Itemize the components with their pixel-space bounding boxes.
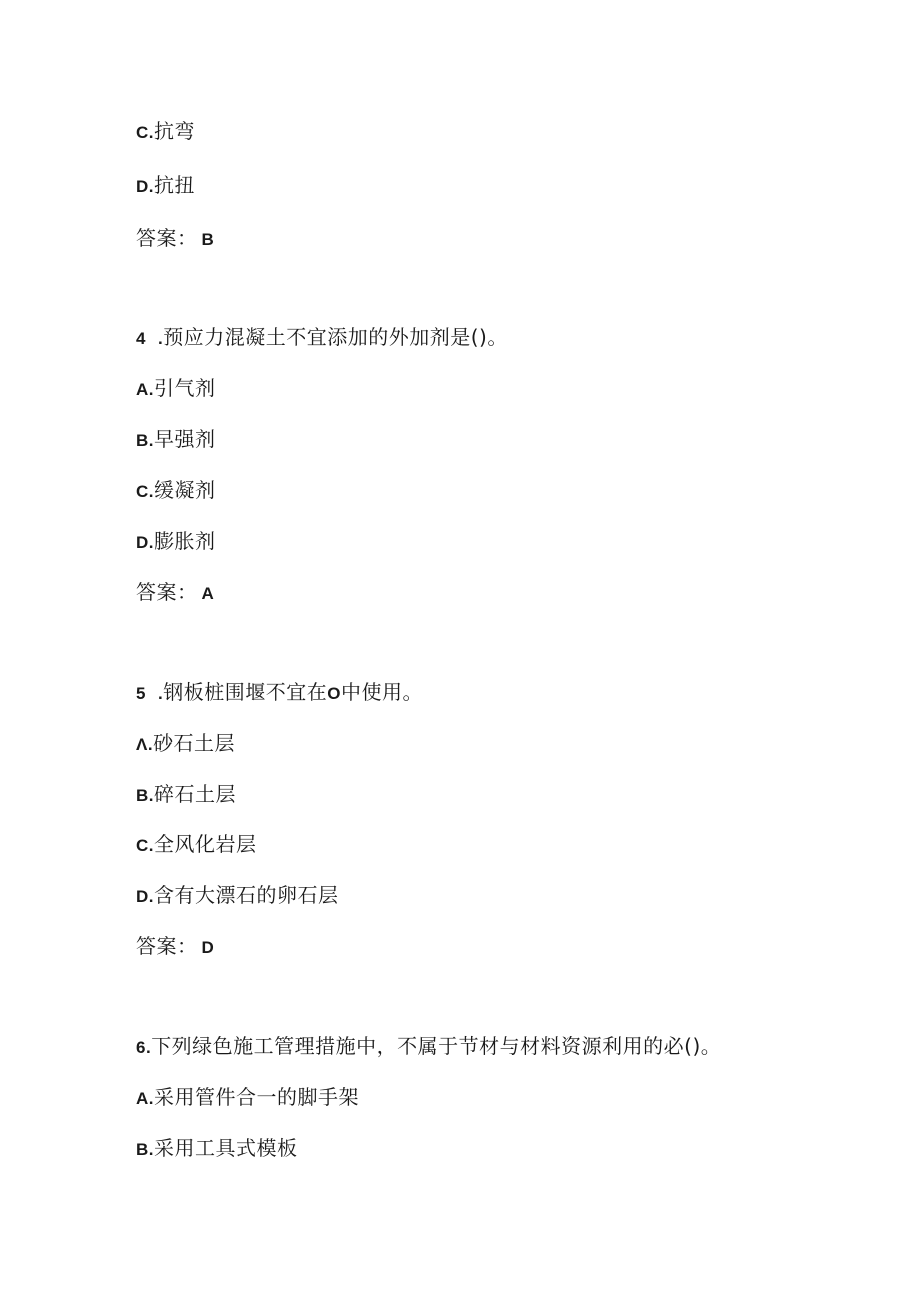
answer-value: A (201, 584, 215, 603)
option-text: 碎石土层 (154, 782, 236, 806)
option-label: D. (136, 887, 154, 906)
q4-answer (136, 579, 214, 607)
option-text: 缓凝剂 (154, 478, 216, 502)
question-text-after: 中使用。 (340, 680, 423, 704)
q3-option-d (136, 172, 195, 200)
option-label: C. (136, 482, 154, 501)
q5-option-b (136, 781, 236, 809)
option-label: B. (136, 786, 154, 805)
q3-option-c (136, 118, 195, 146)
option-label: B. (136, 1140, 154, 1159)
question-text: 下列绿色施工管理措施中，不属于节材与材料资源利用的必()。 (151, 1034, 722, 1058)
q3-answer (136, 225, 214, 253)
q6-option-a (136, 1084, 359, 1112)
q4-option-a (136, 375, 216, 403)
q5-answer (136, 933, 214, 961)
option-label: C. (136, 123, 154, 142)
option-text: 砂石土层 (153, 731, 236, 755)
question-text: 预应力混凝土不宜添加的外加剂是()。 (163, 325, 508, 349)
question-text-before: 钢板桩围堰不宜在 (163, 680, 328, 704)
q5-option-d (136, 882, 339, 910)
option-text: 含有大漂石的卵石层 (154, 883, 339, 907)
question-number: 4 (136, 329, 146, 348)
q5-stem (136, 679, 423, 707)
answer-label: 答案： (136, 580, 198, 604)
option-label: B. (136, 431, 154, 450)
question-blank-mark: O (327, 684, 341, 703)
answer-label: 答案： (136, 934, 198, 958)
option-text: 引气剂 (154, 376, 216, 400)
option-text: 全风化岩层 (154, 832, 257, 856)
answer-label: 答案： (136, 226, 198, 250)
option-text: 采用工具式模板 (154, 1136, 298, 1160)
option-label: C. (136, 836, 154, 855)
option-text: 采用管件合一的脚手架 (154, 1085, 359, 1109)
q6-option-b (136, 1135, 298, 1163)
question-dot: . (158, 684, 164, 703)
option-label: A. (136, 1089, 154, 1108)
q4-stem (136, 324, 508, 352)
q4-option-d (136, 528, 216, 556)
option-label: Λ. (136, 735, 154, 754)
option-label: D. (136, 177, 154, 196)
option-text: 抗扭 (154, 173, 195, 197)
q4-option-c (136, 477, 216, 505)
answer-value: B (201, 230, 215, 249)
q5-option-a (136, 730, 235, 758)
question-dot: . (158, 329, 164, 348)
question-number: 6. (136, 1038, 152, 1057)
option-text: 早强剂 (154, 427, 216, 451)
option-label: D. (136, 533, 154, 552)
q4-option-b (136, 426, 216, 454)
question-number: 5 (136, 684, 146, 703)
option-text: 膨胀剂 (154, 529, 216, 553)
q6-stem (136, 1033, 721, 1061)
q5-option-c (136, 831, 257, 859)
option-label: A. (136, 380, 154, 399)
option-text: 抗弯 (154, 119, 195, 143)
answer-value: D (201, 938, 215, 957)
